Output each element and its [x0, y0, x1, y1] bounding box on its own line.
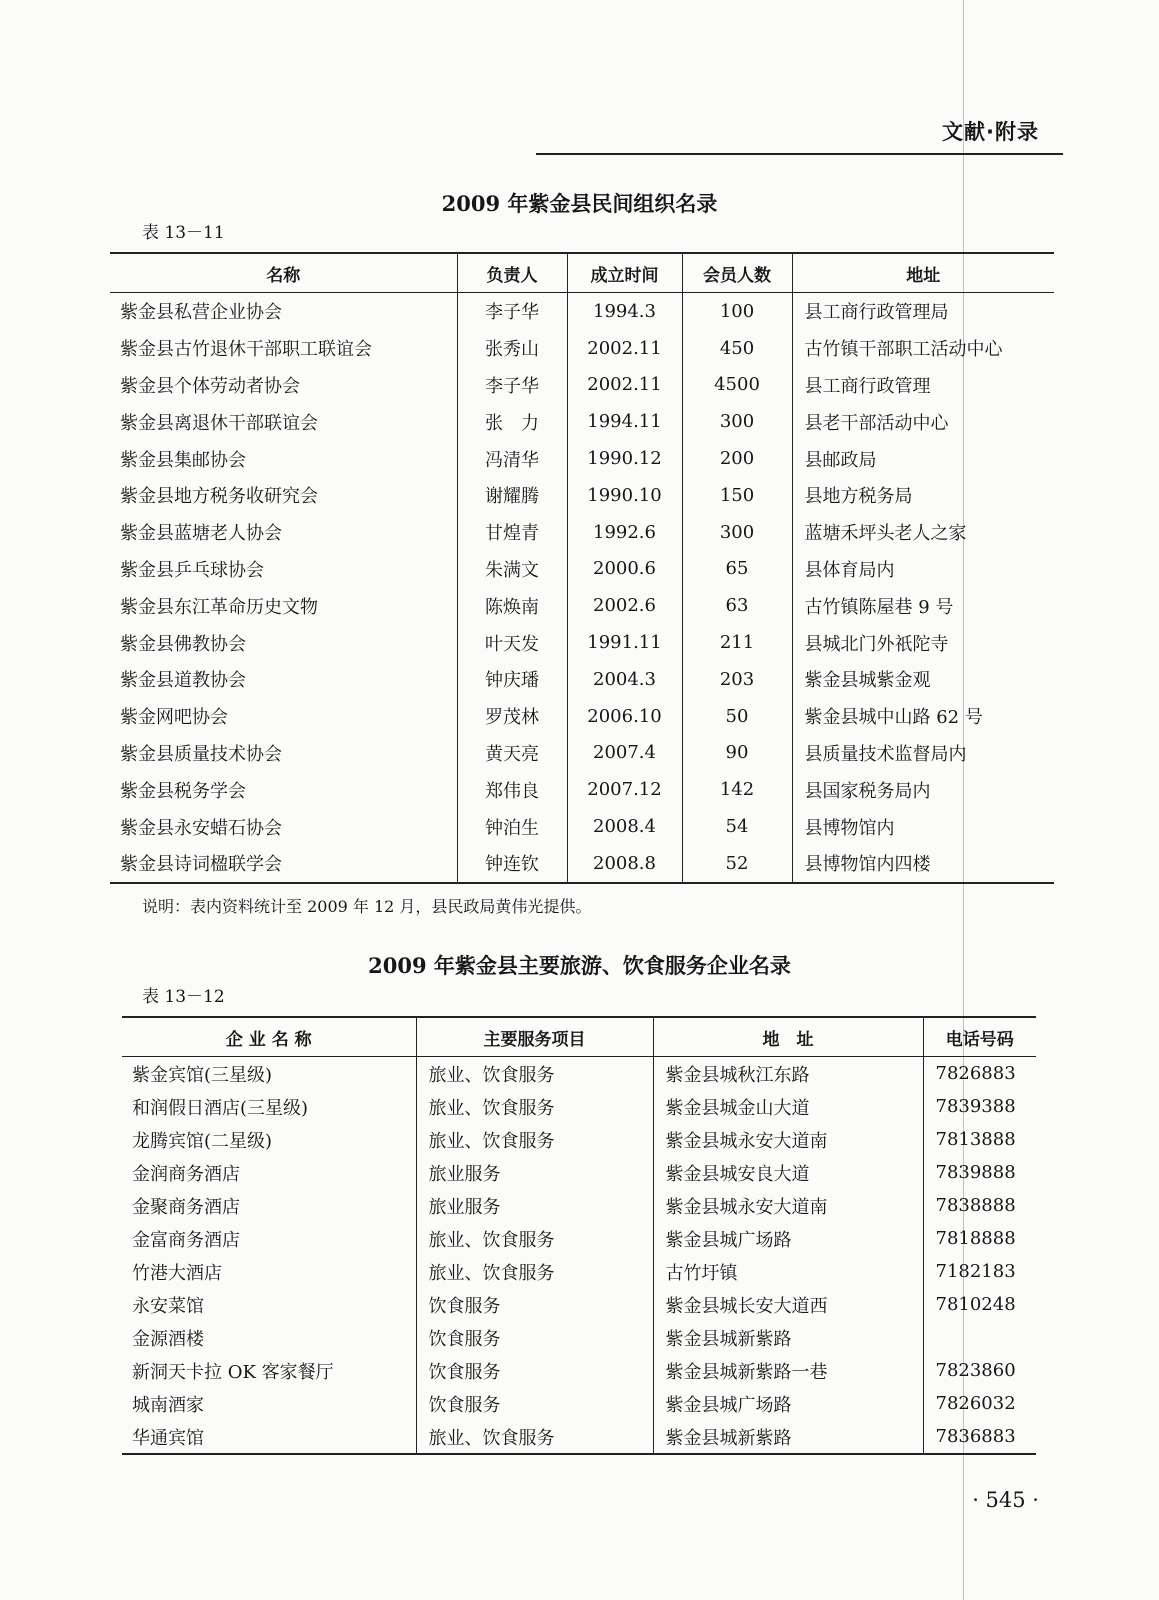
- table-row: [110, 587, 1054, 624]
- founded-cell: 2007.12: [567, 771, 682, 808]
- services-cell: 饮食服务: [416, 1288, 653, 1321]
- org-name-cell: 紫金县东江革命历史文物: [120, 596, 318, 618]
- phone-cell: 7823860: [923, 1354, 1036, 1387]
- services-cell: 旅业、饮食服务: [416, 1255, 653, 1288]
- company-name-cell: 永安菜馆: [132, 1295, 204, 1317]
- company-name-cell: 龙腾宾馆(二星级): [132, 1130, 273, 1152]
- table-row: [110, 771, 1054, 808]
- address-cell: 县国家税务局内: [792, 771, 1054, 808]
- members-cell: 50: [682, 698, 792, 735]
- leader-cell: 钟连钦: [457, 845, 567, 883]
- founded-cell: 2007.4: [567, 735, 682, 772]
- table1-title: 2009 年紫金县民间组织名录: [441, 191, 718, 216]
- members-cell: 150: [682, 477, 792, 514]
- table-row: [110, 440, 1054, 477]
- address-cell: 紫金县城金山大道: [653, 1090, 923, 1123]
- table-row: [122, 1189, 1036, 1222]
- phone-cell: 7810248: [923, 1288, 1036, 1321]
- org-name-cell: 紫金县税务学会: [120, 780, 246, 802]
- address-cell: 县城北门外祇陀寺: [792, 624, 1054, 661]
- table-row: [122, 1057, 1036, 1091]
- members-cell: 142: [682, 771, 792, 808]
- leader-cell: 李子华: [457, 293, 567, 330]
- table-row: [110, 293, 1054, 330]
- table-row: [122, 1090, 1036, 1123]
- table-row: [122, 1156, 1036, 1189]
- leader-cell: 钟庆璠: [457, 661, 567, 698]
- members-cell: 300: [682, 514, 792, 551]
- founded-cell: 2004.3: [567, 661, 682, 698]
- services-cell: 旅业、饮食服务: [416, 1222, 653, 1255]
- table1-number: 表 13－11: [142, 223, 225, 243]
- address-cell: 紫金县城新紫路: [653, 1420, 923, 1454]
- founded-cell: 1994.11: [567, 403, 682, 440]
- col-header-services: 主要服务项目: [416, 1017, 653, 1057]
- page-number: · 545 ·: [972, 1488, 1039, 1512]
- leader-cell: 李子华: [457, 367, 567, 404]
- leader-cell: 叶天发: [457, 624, 567, 661]
- org-name-cell: 紫金县质量技术协会: [120, 743, 282, 765]
- org-name-cell: 紫金县蓝塘老人协会: [120, 523, 282, 545]
- services-cell: 饮食服务: [416, 1354, 653, 1387]
- company-name-cell: 竹港大酒店: [132, 1262, 222, 1284]
- phone-cell: 7182183: [923, 1255, 1036, 1288]
- table-row: [122, 1354, 1036, 1387]
- company-name-cell: 华通宾馆: [132, 1427, 204, 1449]
- org-name-cell: 紫金县私营企业协会: [120, 302, 282, 324]
- company-name-cell: 金源酒楼: [132, 1328, 204, 1350]
- phone-cell: 7838888: [923, 1189, 1036, 1222]
- table-row: [122, 1255, 1036, 1288]
- address-cell: 紫金县城广场路: [653, 1387, 923, 1420]
- leader-cell: 谢耀腾: [457, 477, 567, 514]
- phone-cell: 7836883: [923, 1420, 1036, 1454]
- phone-cell: 7818888: [923, 1222, 1036, 1255]
- table-row: [122, 1222, 1036, 1255]
- table-row: [110, 403, 1054, 440]
- services-cell: 饮食服务: [416, 1321, 653, 1354]
- address-cell: 县老干部活动中心: [792, 403, 1054, 440]
- org-name-cell: 紫金县集邮协会: [120, 449, 246, 471]
- table-row: [110, 551, 1054, 588]
- founded-cell: 1990.10: [567, 477, 682, 514]
- table-row: [122, 1420, 1036, 1454]
- founded-cell: 1990.12: [567, 440, 682, 477]
- company-name-cell: 紫金宾馆(三星级): [132, 1064, 273, 1086]
- leader-cell: 张 力: [457, 403, 567, 440]
- address-cell: 紫金县城广场路: [653, 1222, 923, 1255]
- col-header-name: 名称: [110, 253, 457, 293]
- address-cell: 县地方税务局: [792, 477, 1054, 514]
- members-cell: 54: [682, 808, 792, 845]
- founded-cell: 1994.3: [567, 293, 682, 330]
- table-header-row: [110, 253, 1054, 293]
- address-cell: 古竹镇干部职工活动中心: [792, 330, 1054, 367]
- tourism-catering-table: [122, 1016, 1036, 1455]
- address-cell: 紫金县城永安大道南: [653, 1123, 923, 1156]
- table-row: [122, 1387, 1036, 1420]
- table-row: [110, 735, 1054, 772]
- address-cell: 县博物馆内四楼: [792, 845, 1054, 883]
- members-cell: 65: [682, 551, 792, 588]
- address-cell: 紫金县城新紫路一巷: [653, 1354, 923, 1387]
- address-cell: 紫金县城永安大道南: [653, 1189, 923, 1222]
- members-cell: 90: [682, 735, 792, 772]
- phone-cell: [923, 1321, 1036, 1354]
- table-header-row: [122, 1017, 1036, 1057]
- table-row: [110, 808, 1054, 845]
- col-header-founded: 成立时间: [567, 253, 682, 293]
- founded-cell: 2002.11: [567, 330, 682, 367]
- col-header-phone: 电话号码: [923, 1017, 1036, 1057]
- services-cell: 旅业、饮食服务: [416, 1420, 653, 1454]
- address-cell: 县工商行政管理: [792, 367, 1054, 404]
- founded-cell: 2002.11: [567, 367, 682, 404]
- founded-cell: 2008.4: [567, 808, 682, 845]
- founded-cell: 2006.10: [567, 698, 682, 735]
- address-cell: 古竹镇陈屋巷 9 号: [792, 587, 1054, 624]
- phone-cell: 7839888: [923, 1156, 1036, 1189]
- address-cell: 紫金县城长安大道西: [653, 1288, 923, 1321]
- table-row: [122, 1123, 1036, 1156]
- leader-cell: 张秀山: [457, 330, 567, 367]
- table2-title: 2009 年紫金县主要旅游、饮食服务企业名录: [368, 953, 791, 978]
- org-name-cell: 紫金县乒乓球协会: [120, 559, 264, 581]
- leader-cell: 钟泊生: [457, 808, 567, 845]
- org-name-cell: 紫金县古竹退休干部职工联谊会: [120, 339, 372, 361]
- address-cell: 县体育局内: [792, 551, 1054, 588]
- col-header-company: 企 业 名 称: [122, 1017, 416, 1057]
- org-name-cell: 紫金县永安蜡石协会: [120, 817, 282, 839]
- services-cell: 饮食服务: [416, 1387, 653, 1420]
- services-cell: 旅业、饮食服务: [416, 1123, 653, 1156]
- header-rule: [536, 153, 1063, 155]
- members-cell: 300: [682, 403, 792, 440]
- table-row: [110, 477, 1054, 514]
- table-row: [110, 514, 1054, 551]
- company-name-cell: 城南酒家: [132, 1394, 204, 1416]
- table-row: [110, 624, 1054, 661]
- phone-cell: 7839388: [923, 1090, 1036, 1123]
- civil-organizations-table: [110, 252, 1054, 884]
- company-name-cell: 金聚商务酒店: [132, 1196, 240, 1218]
- members-cell: 63: [682, 587, 792, 624]
- company-name-cell: 金润商务酒店: [132, 1163, 240, 1185]
- address-cell: 紫金县城紫金观: [792, 661, 1054, 698]
- address-cell: 紫金县城中山路 62 号: [792, 698, 1054, 735]
- company-name-cell: 和润假日酒店(三星级): [132, 1097, 309, 1119]
- table-row: [110, 698, 1054, 735]
- col-header-address: 地 址: [653, 1017, 923, 1057]
- address-cell: 古竹圩镇: [653, 1255, 923, 1288]
- members-cell: 4500: [682, 367, 792, 404]
- address-cell: 紫金县城秋江东路: [653, 1057, 923, 1091]
- founded-cell: 2002.6: [567, 587, 682, 624]
- services-cell: 旅业、饮食服务: [416, 1057, 653, 1091]
- col-header-leader: 负责人: [457, 253, 567, 293]
- org-name-cell: 紫金县个体劳动者协会: [120, 375, 300, 397]
- address-cell: 蓝塘禾坪头老人之家: [792, 514, 1054, 551]
- leader-cell: 黄天亮: [457, 735, 567, 772]
- founded-cell: 2000.6: [567, 551, 682, 588]
- leader-cell: 罗茂林: [457, 698, 567, 735]
- address-cell: 县博物馆内: [792, 808, 1054, 845]
- address-cell: 县邮政局: [792, 440, 1054, 477]
- members-cell: 211: [682, 624, 792, 661]
- members-cell: 203: [682, 661, 792, 698]
- services-cell: 旅业服务: [416, 1156, 653, 1189]
- leader-cell: 冯清华: [457, 440, 567, 477]
- address-cell: 县质量技术监督局内: [792, 735, 1054, 772]
- founded-cell: 1992.6: [567, 514, 682, 551]
- members-cell: 200: [682, 440, 792, 477]
- members-cell: 52: [682, 845, 792, 883]
- table-row: [110, 367, 1054, 404]
- col-header-members: 会员人数: [682, 253, 792, 293]
- services-cell: 旅业服务: [416, 1189, 653, 1222]
- leader-cell: 甘煌青: [457, 514, 567, 551]
- table-row: [110, 661, 1054, 698]
- company-name-cell: 新洞天卡拉 OK 客家餐厅: [132, 1361, 334, 1383]
- table2-number: 表 13－12: [142, 987, 225, 1007]
- table-row: [110, 330, 1054, 367]
- table1-note: 说明：表内资料统计至 2009 年 12 月，县民政局黄伟光提供。: [142, 897, 592, 916]
- leader-cell: 郑伟良: [457, 771, 567, 808]
- phone-cell: 7826032: [923, 1387, 1036, 1420]
- org-name-cell: 紫金县道教协会: [120, 670, 246, 692]
- phone-cell: 7826883: [923, 1057, 1036, 1091]
- org-name-cell: 紫金网吧协会: [120, 707, 228, 729]
- members-cell: 100: [682, 293, 792, 330]
- founded-cell: 1991.11: [567, 624, 682, 661]
- table-row: [122, 1288, 1036, 1321]
- leader-cell: 朱满文: [457, 551, 567, 588]
- org-name-cell: 紫金县佛教协会: [120, 633, 246, 655]
- org-name-cell: 紫金县诗词楹联学会: [120, 854, 282, 876]
- leader-cell: 陈焕南: [457, 587, 567, 624]
- address-cell: 紫金县城安良大道: [653, 1156, 923, 1189]
- founded-cell: 2008.8: [567, 845, 682, 883]
- org-name-cell: 紫金县地方税务收研究会: [120, 486, 318, 508]
- table-row: [122, 1321, 1036, 1354]
- section-header: 文献·附录: [942, 120, 1039, 144]
- company-name-cell: 金富商务酒店: [132, 1229, 240, 1251]
- address-cell: 紫金县城新紫路: [653, 1321, 923, 1354]
- col-header-address: 地址: [792, 253, 1054, 293]
- phone-cell: 7813888: [923, 1123, 1036, 1156]
- org-name-cell: 紫金县离退休干部联谊会: [120, 412, 318, 434]
- members-cell: 450: [682, 330, 792, 367]
- table-row: [110, 845, 1054, 883]
- address-cell: 县工商行政管理局: [792, 293, 1054, 330]
- services-cell: 旅业、饮食服务: [416, 1090, 653, 1123]
